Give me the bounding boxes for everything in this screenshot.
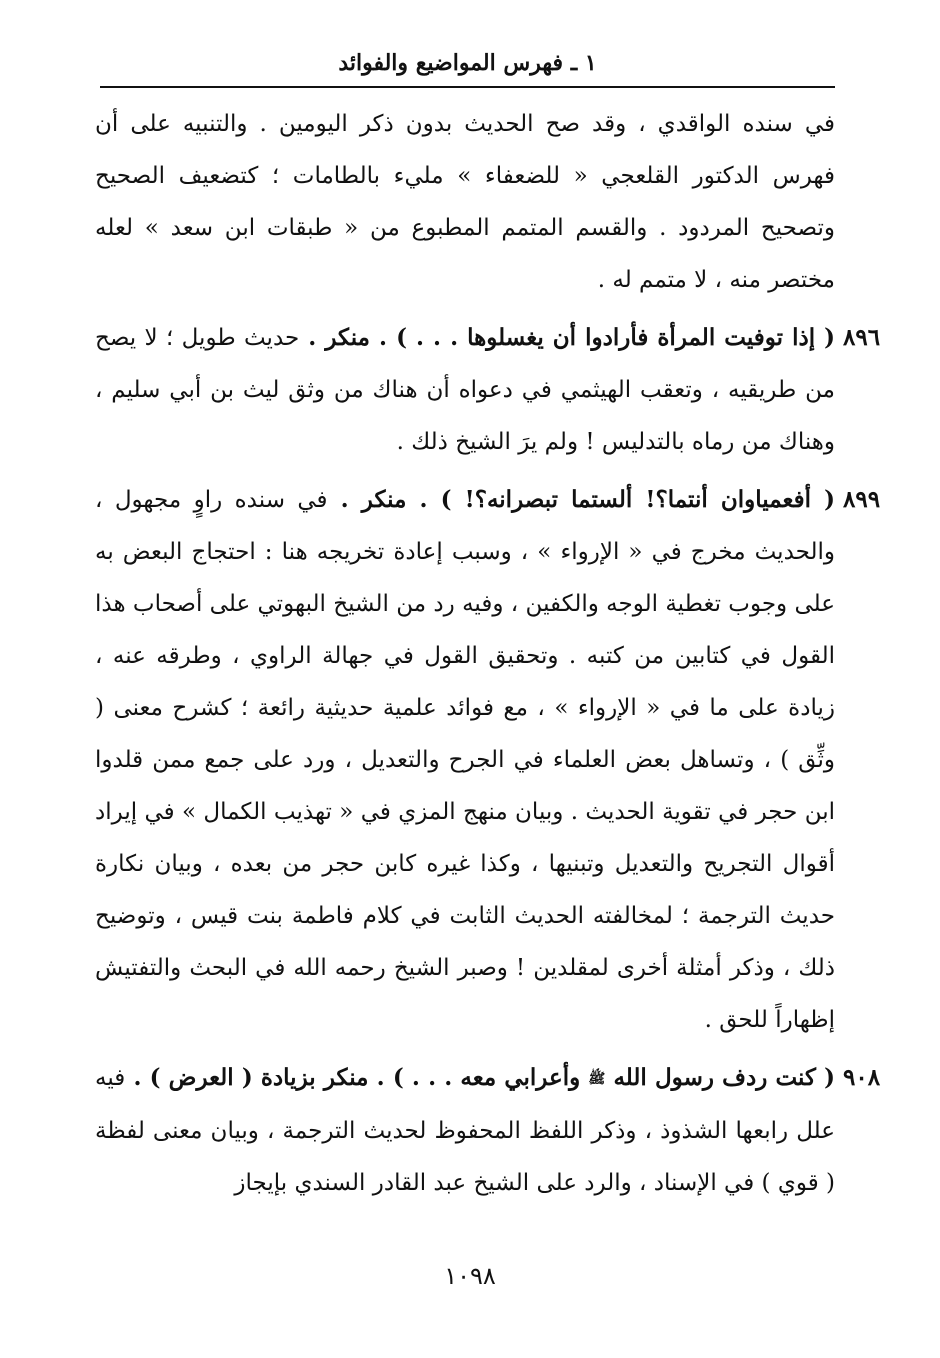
- hadith-grade: . منكر بزيادة ( العرض ) .: [125, 1064, 393, 1091]
- index-entry: [95, 474, 881, 1046]
- entry-commentary: فيه علل رابعها الشذوذ ، وذكر اللفظ المحفوظ لحديث الترجمة ، وبيان معنى لفظة ( قوي ) في الإسناد ، والرد على الشيخ عبد القادر السندي بإيجاز: [95, 1065, 835, 1196]
- entry-commentary: حديث طويل ؛ لا يصح من طريقيه ، وتعقب الهيثمي في دعواه أن هناك من وثق ليث بن أبي سليم ، وهناك من رماه بالتدليس ! ولم يرَ الشيخ ذلك .: [95, 325, 835, 455]
- entry-body: [95, 474, 835, 1046]
- hadith-grade: . منكر .: [327, 486, 441, 513]
- entry-body: [95, 312, 835, 468]
- entry-number: ٨٩٦: [843, 324, 881, 351]
- salawat-glyph: ﷺ: [588, 1071, 606, 1087]
- hadith-text-continued: وأعرابي معه . . . ): [392, 1064, 589, 1091]
- entry-body: [95, 1052, 835, 1209]
- continuation-paragraph: في سنده الواقدي ، وقد صح الحديث بدون ذكر اليومين . والتنبيه على أن فهرس الدكتور القلعجي « للضعفاء » مليء بالطامات ؛ كتضعيف الصحيح وتصحيح المردود . والقسم المتمم المطبوع من « طبقات ابن سعد » لعله مختصر منه ، لا متمم له .: [95, 111, 835, 293]
- index-entry: [95, 1052, 881, 1209]
- hadith-text: ( أفعمياوان أنتما؟! ألستما تبصرانه؟! ): [440, 486, 835, 513]
- page-content: [95, 98, 881, 1209]
- running-header: ١ ـ فهرس المواضيع والفوائد: [338, 50, 597, 76]
- entry-commentary: في سنده راوٍ مجهول ، والحديث مخرج في « الإرواء » ، وسبب إعادة تخريجه هنا : احتجاج البعض به على وجوب تغطية الوجه والكفين ، وفيه رد من الشيخ البهوتي على أصحاب هذا القول في كتابين من كتبه . وتحقيق القول في جهالة الراوي ، وطرقه عنه ، زيادة على ما في « الإرواء » ، مع فوائد علمية حديثية رائعة ؛ كشرح معنى ( وثِّق ) ، وتساهل بعض العلماء في الجرح والتعديل ، ورد على جمع ممن قلدوا ابن حجر في تقوية الحديث . وبيان منهج المزي في « تهذيب الكمال » في إيراد أقوال التجريح والتعديل وتبنيها ، وكذا غيره كابن حجر من بعده ، وبيان نكارة حديث الترجمة ؛ لمخالفته الحديث الثابت في كلام فاطمة بنت قيس ، وتوضيح ذلك ، وذكر أمثلة أخرى لمقلدين ! وصبر الشيخ رحمه الله في البحث والتفتيش إظهاراً للحق .: [95, 487, 835, 1033]
- header-rule: [100, 86, 835, 88]
- hadith-grade: . منكر .: [299, 324, 397, 351]
- page-number: ١٠٩٨: [444, 1262, 496, 1290]
- hadith-text: ( كنت ردف رسول الله: [605, 1064, 835, 1091]
- index-entry: [95, 312, 881, 468]
- hadith-text: ( إذا توفيت المرأة فأرادوا أن يغسلوها . . . ): [396, 324, 836, 351]
- entry-number: ٨٩٩: [843, 486, 881, 513]
- entry-number: ٩٠٨: [843, 1064, 881, 1091]
